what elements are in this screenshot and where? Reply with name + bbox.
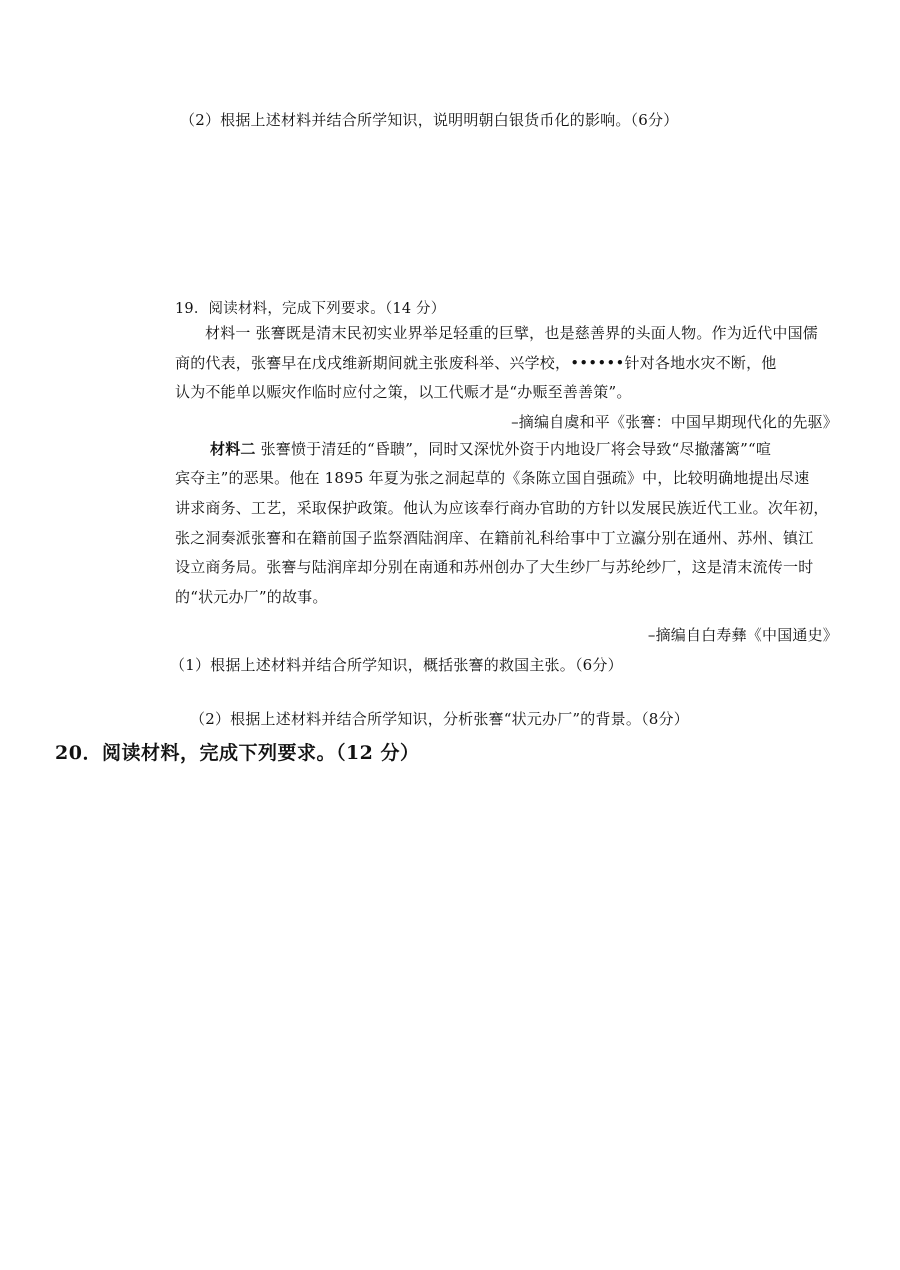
q19-material2-line3: 讲求商务、工艺，采取保护政策。他认为应该奉行商办官助的方针以发展民族近代工业。次年初，: [175, 499, 829, 517]
q19-material2-line1-text: 张謇愤于清廷的“昏聩”，同时又深忧外资于内地设厂将会导致“尽撤藩篱”“喧: [255, 440, 772, 458]
q19-material1-line3: 认为不能单以赈灾作临时应付之策，以工代赈才是“办赈至善善策”。: [175, 383, 632, 401]
q19-material2-line1: [210, 438, 771, 459]
q19-material2-line2: 宾夺主”的恶果。他在 1895 年夏为张之洞起草的《条陈立国自强疏》中，比较明确地提出尽速: [175, 469, 810, 487]
q19-header: 19．阅读材料，完成下列要求。（14 分）: [175, 301, 446, 317]
q19-material1-line2: 商的代表，张謇早在戊戌维新期间就主张废科举、兴学校，••••••针对各地水灾不断，他: [175, 354, 777, 372]
q19-part1-question: （1）根据上述材料并结合所学知识，概括张謇的救国主张。（6分）: [170, 656, 623, 674]
q19-material2-line4: 张之洞奏派张謇和在籍前国子监祭酒陆润庠、在籍前礼科给事中丁立瀛分别在通州、苏州、镇江: [175, 529, 814, 547]
q19-material1-line1: 材料一 张謇既是清末民初实业界举足轻重的巨擘，也是慈善界的头面人物。作为近代中国儒: [205, 324, 818, 342]
q19-material1-source: –摘编自虞和平《张謇：中国早期现代化的先驱》: [511, 413, 838, 431]
q19-material2-source: –摘编自白寿彝《中国通史》: [647, 626, 838, 644]
q19-material2-line6: 的“状元办厂”的故事。: [175, 588, 328, 606]
q18-part2-question: （2）根据上述材料并结合所学知识，说明明朝白银货币化的影响。（6分）: [180, 111, 679, 129]
q19-part2-question: （2）根据上述材料并结合所学知识，分析张謇“状元办厂”的背景。（8分）: [190, 710, 689, 728]
q20-header: 20．阅读材料，完成下列要求。（12 分）: [55, 742, 420, 764]
q19-material2-label: 材料二: [210, 440, 256, 458]
q19-material2-line5: 设立商务局。张謇与陆润庠却分别在南通和苏州创办了大生纱厂与苏纶纱厂，这是清末流传一时: [175, 558, 814, 576]
